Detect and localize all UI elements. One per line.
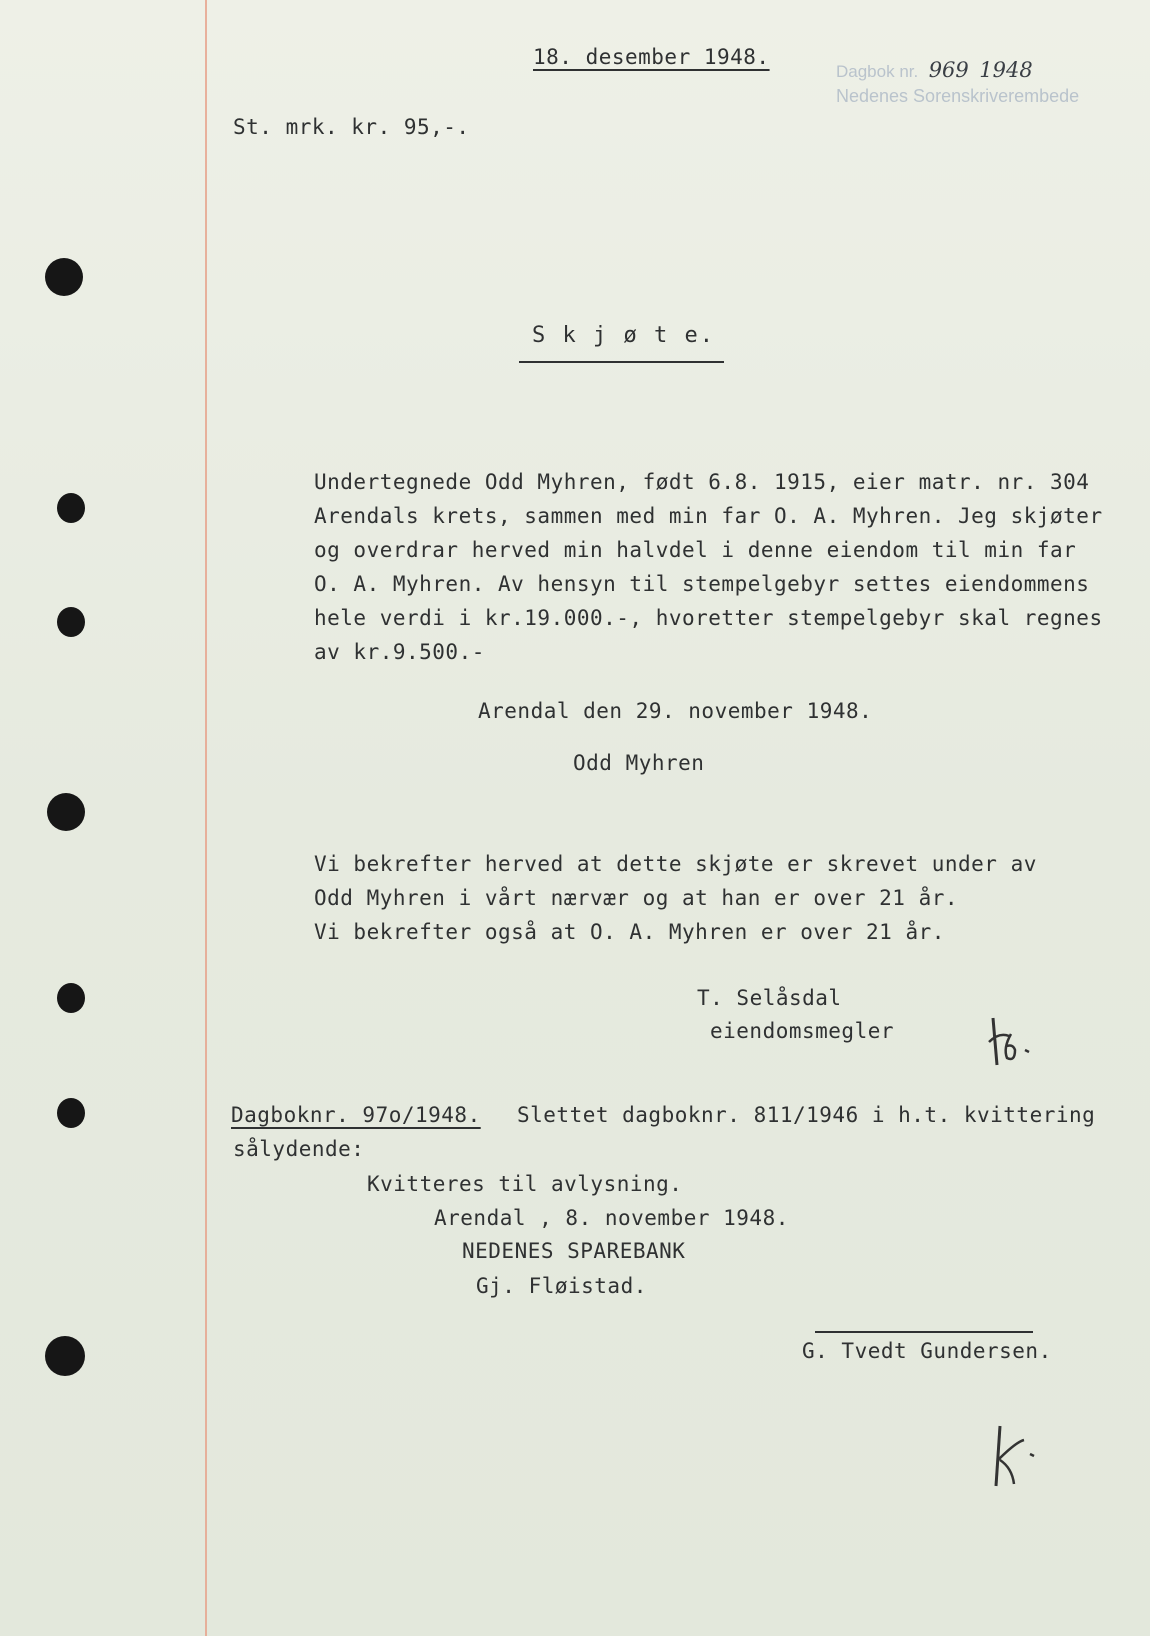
witness-line: Vi bekrefter herved at dette skjøte er skrevet under av bbox=[314, 852, 1037, 876]
registry-stamp bbox=[836, 58, 1033, 82]
stamp-office: Nedenes Sorenskriverembede bbox=[836, 86, 1080, 106]
title-underline bbox=[519, 361, 724, 363]
body-line: O. A. Myhren. Av hensyn til stempelgebyr settes eiendommens bbox=[314, 572, 1090, 596]
stamp-prefix: Dagbok nr. bbox=[836, 62, 919, 81]
deed-title: S k j ø t e. bbox=[532, 323, 715, 348]
place-date: Arendal den 29. november 1948. bbox=[478, 699, 873, 723]
binder-hole bbox=[47, 793, 85, 831]
binder-hole bbox=[45, 1336, 85, 1376]
binder-hole bbox=[57, 1098, 85, 1128]
stamp-year: 1948 bbox=[979, 58, 1033, 82]
binder-hole bbox=[45, 258, 83, 296]
body-line: Arendals krets, sammen med min far O. A. Myhren. Jeg skjøter bbox=[314, 504, 1103, 528]
witness-title: eiendomsmegler bbox=[710, 1019, 895, 1043]
margin-line bbox=[205, 0, 207, 1636]
binder-hole bbox=[57, 493, 85, 523]
body-line: hele verdi i kr.19.000.-, hvoretter stempelgebyr skal regnes bbox=[314, 606, 1103, 630]
witness-line: Vi bekrefter også at O. A. Myhren er over 21 år. bbox=[314, 920, 945, 944]
witness-name: T. Selåsdal bbox=[697, 986, 842, 1010]
body-line: Undertegnede Odd Myhren, født 6.8. 1915, eier matr. nr. 304 bbox=[314, 470, 1090, 494]
handwritten-initials bbox=[985, 1010, 1045, 1070]
receipt-text: Kvitteres til avlysning. bbox=[367, 1172, 683, 1196]
bank-signatory: Gj. Fløistad. bbox=[476, 1274, 647, 1298]
registrar-signature-line bbox=[815, 1331, 1033, 1333]
binder-hole bbox=[57, 983, 85, 1013]
document-date: 18. desember 1948. bbox=[533, 45, 770, 69]
deletion-text: sålydende: bbox=[233, 1137, 365, 1161]
body-line: av kr.9.500.- bbox=[314, 640, 485, 664]
witness-line: Odd Myhren i vårt nærvær og at han er over 21 år. bbox=[314, 886, 959, 910]
stamp-fee: St. mrk. kr. 95,-. bbox=[233, 115, 470, 139]
receipt-place-date: Arendal , 8. november 1948. bbox=[434, 1206, 789, 1230]
grantor-signature: Odd Myhren bbox=[573, 751, 705, 775]
binder-hole bbox=[57, 607, 85, 637]
registrar-name: G. Tvedt Gundersen. bbox=[802, 1339, 1052, 1363]
handwritten-mark bbox=[990, 1420, 1050, 1490]
bank-name: NEDENES SPAREBANK bbox=[462, 1239, 686, 1263]
body-line: og overdrar herved min halvdel i denne eiendom til min far bbox=[314, 538, 1077, 562]
deletion-text: Slettet dagboknr. 811/1946 i h.t. kvittering bbox=[517, 1103, 1096, 1127]
deletion-ref: Dagboknr. 97o/1948. bbox=[231, 1103, 481, 1127]
stamp-number: 969 bbox=[928, 58, 969, 82]
